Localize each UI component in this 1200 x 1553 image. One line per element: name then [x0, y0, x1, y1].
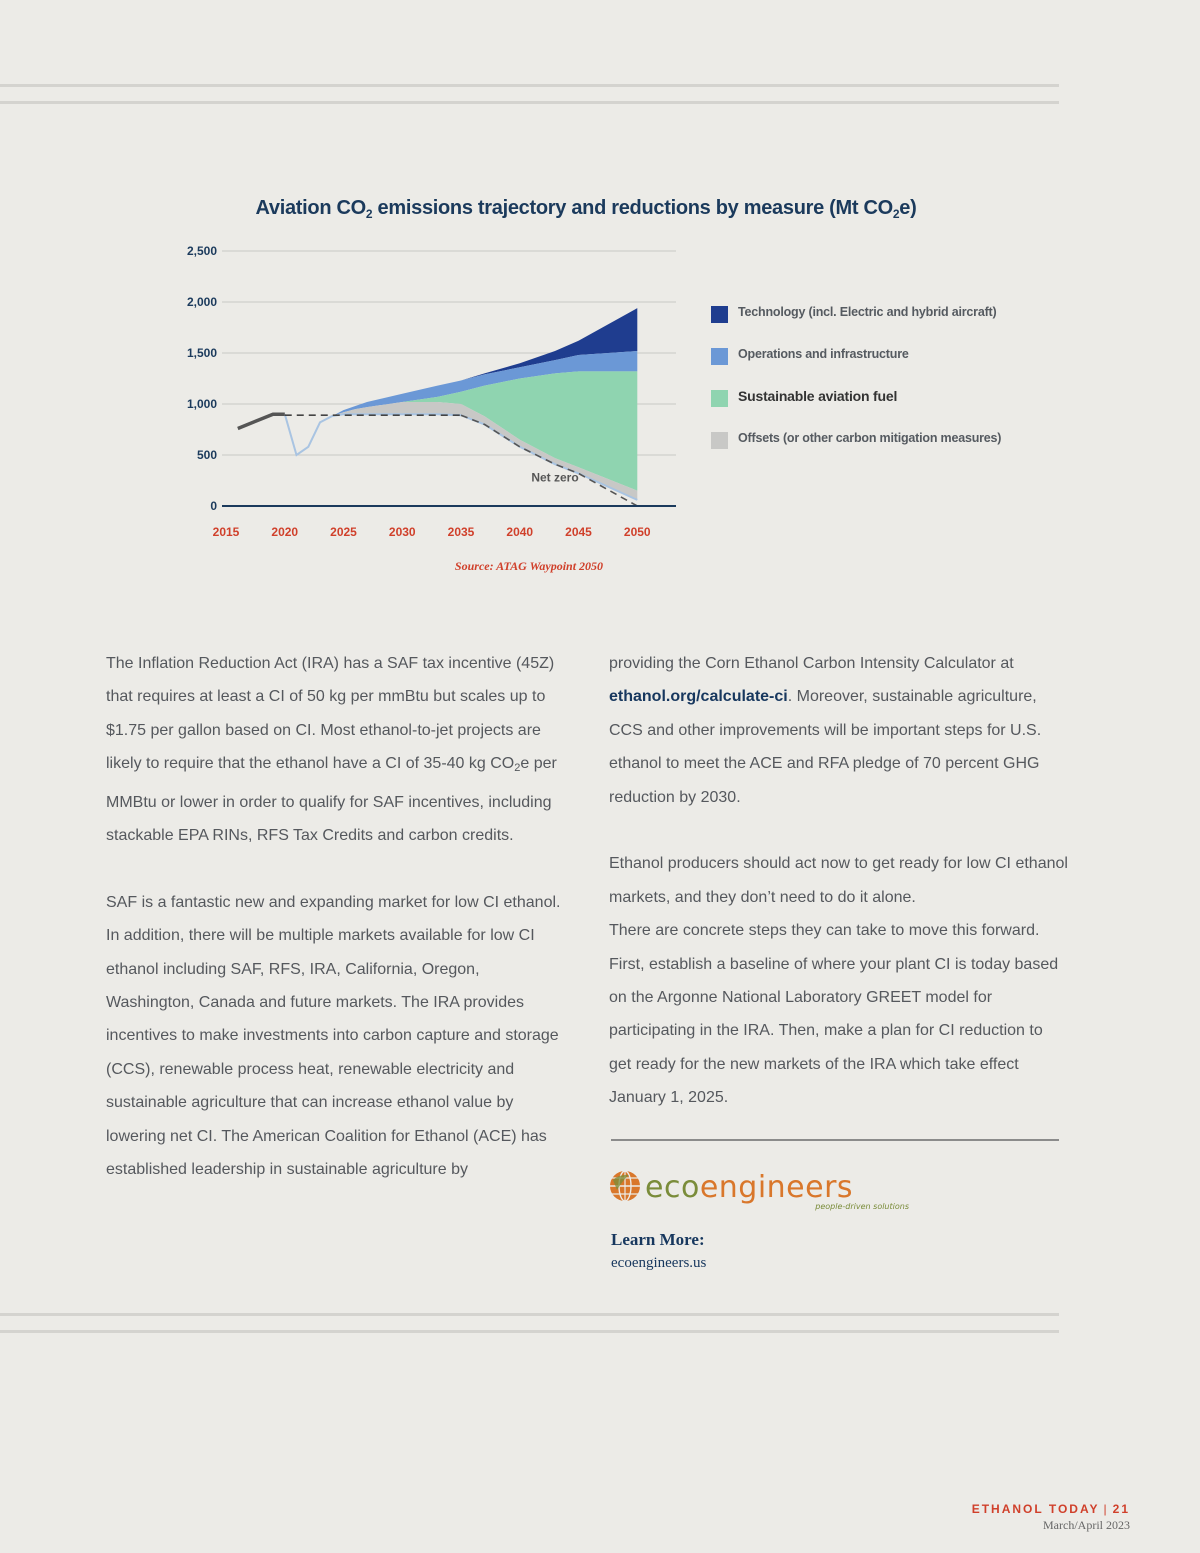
legend-label-operations: Operations and infrastructure: [738, 347, 909, 361]
calculator-link[interactable]: ethanol.org/calculate-ci: [609, 688, 788, 706]
right-paragraph-1: providing the Corn Ethanol Carbon Intensity Calculator at ethanol.org/calculate-ci. Moreover, sustainable agriculture, CCS and other improvements will be important steps for U.S. ethanol to meet the ACE and RFA pledge of 70 percent GHG reduction by 2030.: [609, 655, 1042, 806]
right-paragraph-2: Ethanol producers should act now to get ready for low CI ethanol markets, and they don’t need to do it alone.: [609, 855, 1068, 906]
legend-swatch-operations: [711, 348, 728, 365]
legend-item-technology: [711, 302, 1031, 344]
logo-tagline: people-driven solutions: [815, 1202, 909, 1211]
chart-title: Aviation $CO_2$ emissions trajectory and reductions by measure (Mt $CO_2e$): [255, 197, 917, 221]
x-tick-label: 2015: [212, 525, 240, 539]
right-paragraph-3: There are concrete steps they can take to move this forward. First, establish a baseline of where your plant CI is today based on the Argonne National Laboratory GREET model for participating in the IRA. Then, make a plan for CI reduction to get ready for the new markets of the IRA which take effect January 1, 2025.: [609, 922, 1059, 1107]
logo-wordmark: ecoengineers: [645, 1170, 854, 1205]
y-tick-label: 2,000: [186, 295, 217, 309]
footer-magazine: ETHANOL TODAY | 21: [971, 1502, 1130, 1516]
y-tick-label: 1,500: [186, 346, 217, 360]
chart-source: Source: ATAG Waypoint 2050: [454, 559, 604, 573]
top-rule-2: [0, 101, 1059, 104]
legend-item-saf: [711, 386, 1031, 428]
legend-label-saf: Sustainable aviation fuel: [738, 388, 898, 404]
footer-separator: |: [1103, 1502, 1109, 1516]
x-tick-label: 2025: [330, 525, 357, 539]
bottom-rule-1: [0, 1313, 1059, 1316]
learn-more-url[interactable]: ecoengineers.us: [611, 1255, 707, 1271]
chart-legend: [711, 302, 1031, 470]
x-tick-label: 2050: [623, 525, 651, 539]
left-paragraph-2: SAF is a fantastic new and expanding market for low CI ethanol. In addition, there will be multiple markets available for low CI ethanol including SAF, RFS, IRA, California, Oregon, Washington, Canada and future markets. The IRA provides incentives to make investments into carbon capture and storage (CCS), renewable process heat, renewable electricity and sustainable agriculture that can increase ethanol value by lowering net CI. The American Coalition for Ethanol (ACE) has established leadership in sustainable agriculture by: [106, 893, 561, 1179]
y-tick-label: 1,000: [186, 397, 217, 411]
emissions-chart: [0, 230, 700, 560]
y-tick-label: 0: [210, 499, 217, 513]
sidebar-divider: [611, 1139, 1059, 1141]
footer-date: March/April 2023: [1043, 1518, 1130, 1532]
learn-more-label: Learn More:: [611, 1230, 705, 1249]
legend-item-offsets: [711, 428, 1031, 470]
article-left-column: [106, 647, 566, 1220]
legend-swatch-saf: [711, 390, 728, 407]
legend-swatch-technology: [711, 306, 728, 323]
article-right-column: [609, 647, 1069, 1148]
x-tick-label: 2045: [565, 525, 592, 539]
globe-icon: [610, 1171, 640, 1201]
top-rule-1: [0, 84, 1059, 87]
historical-emissions-line: [238, 414, 285, 428]
legend-swatch-offsets: [711, 432, 728, 449]
y-tick-label: 500: [196, 448, 217, 462]
ecoengineers-logo[interactable]: [609, 1166, 929, 1216]
x-tick-label: 2035: [447, 525, 475, 539]
x-tick-label: 2020: [271, 525, 299, 539]
legend-item-operations: [711, 344, 1031, 386]
x-tick-label: 2030: [388, 525, 416, 539]
page-number: 21: [1112, 1502, 1130, 1516]
net-zero-annotation: Net zero: [531, 470, 579, 485]
legend-label-offsets: Offsets (or other carbon mitigation measures): [738, 431, 1002, 445]
x-tick-label: 2040: [506, 525, 534, 539]
legend-label-technology: Technology (incl. Electric and hybrid aircraft): [738, 305, 997, 319]
y-tick-label: 2,500: [186, 244, 217, 258]
bottom-rule-2: [0, 1330, 1059, 1333]
left-paragraph-1: The Inflation Reduction Act (IRA) has a SAF tax incentive (45Z) that requires at least a CI of 50 kg per mmBtu but scales up to $1.75 per gallon based on CI. Most ethanol-to-jet projects are likely to require that the ethanol have a CI of 35-40 kg $CO_2e$ per MMBtu or lower in order to qualify for SAF incentives, including stackable EPA RINs, RFS Tax Credits and carbon credits.: [106, 655, 557, 845]
